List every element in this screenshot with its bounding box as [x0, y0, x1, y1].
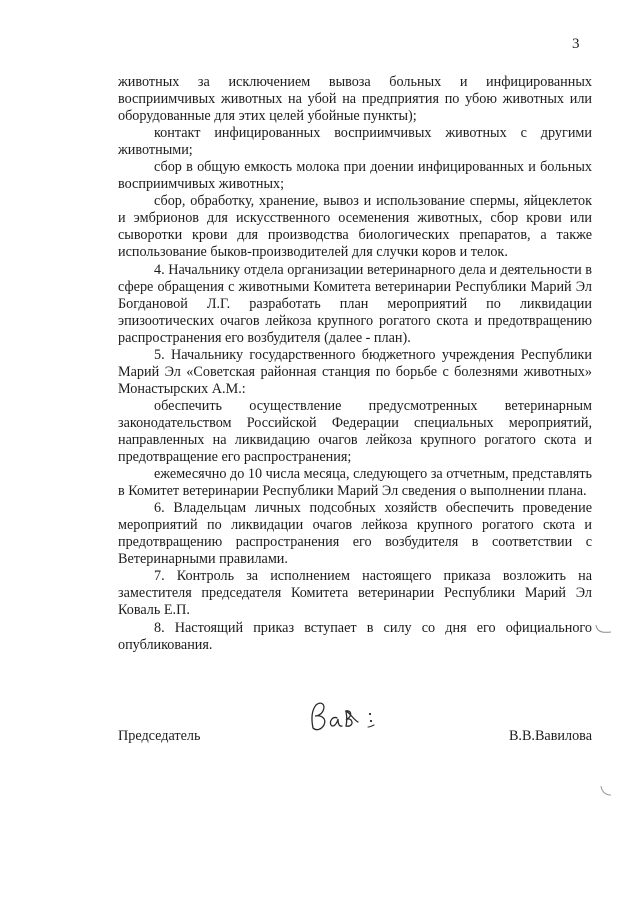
paragraph-item-7: 7. Контроль за исполнением настоящего приказа возложить на заместителя председателя Комитета ветеринарии Республики Марий Эл Коваль Е.П. — [118, 568, 592, 619]
paragraph-item-5: 5. Начальнику государственного бюджетного учреждения Республики Марий Эл «Советская районная станция по борьбе с болезнями животных» Монастырских А.М.: — [118, 346, 592, 397]
paragraph-item-5-reporting: ежемесячно до 10 числа месяца, следующего за отчетным, представлять в Комитет ветеринарии Республики Марий Эл сведения о выполнении плана. — [118, 466, 592, 500]
paragraph-slaughter-exception: животных за исключением вывоза больных и инфицированных восприимчивых животных на убой на предприятия по убою животных или оборудованные для этих целей убойные пункты); — [118, 74, 592, 125]
paragraph-item-5-measures: обеспечить осуществление предусмотренных ветеринарным законодательством Российской Федерации специальных мероприятий, направленных на ликвидацию очагов лейкоза крупного рогатого скота и предотвращение его распространения; — [118, 397, 592, 466]
signer-position: Председатель — [118, 728, 201, 744]
paragraph-item-6: 6. Владельцам личных подсобных хозяйств обеспечить проведение мероприятий по ликвидации очагов лейкоза крупного рогатого скота и предотвращению распространения его возбудителя в соответствии с Ветеринарными правилами. — [118, 500, 592, 568]
order-body-text — [118, 74, 592, 654]
scan-artifact-mark — [598, 784, 614, 798]
paragraph-item-4: 4. Начальнику отдела организации ветеринарного дела и деятельности в сфере обращения с животными Комитета ветеринарии Республики Марий Эл Богдановой Л.Г. разработать план мероприятий по ликвидации эпизоотических очагов лейкоза крупного рогатого скота и предотвращению распространения его возбудителя (далее - план). — [118, 261, 592, 346]
page-number: 3 — [572, 36, 580, 52]
paragraph-contact-ban: контакт инфицированных восприимчивых животных с другими животными; — [118, 125, 592, 159]
paragraph-sperm-embryo-use: сбор, обработку, хранение, вывоз и использование спермы, яйцеклеток и эмбрионов для искусственного осеменения животных, сбор крови или сыворотки крови для производства биологических препаратов, а также использование быков-производителей для случки коров и телок. — [118, 193, 592, 261]
signer-name: В.В.Вавилова — [508, 728, 592, 744]
signature-block — [118, 728, 592, 748]
paragraph-milk-collection: сбор в общую емкость молока при доении инфицированных и больных восприимчивых животных; — [118, 159, 592, 193]
scan-artifact-mark — [594, 622, 614, 636]
paragraph-item-8: 8. Настоящий приказ вступает в силу со дня его официального опубликования. — [118, 619, 592, 653]
